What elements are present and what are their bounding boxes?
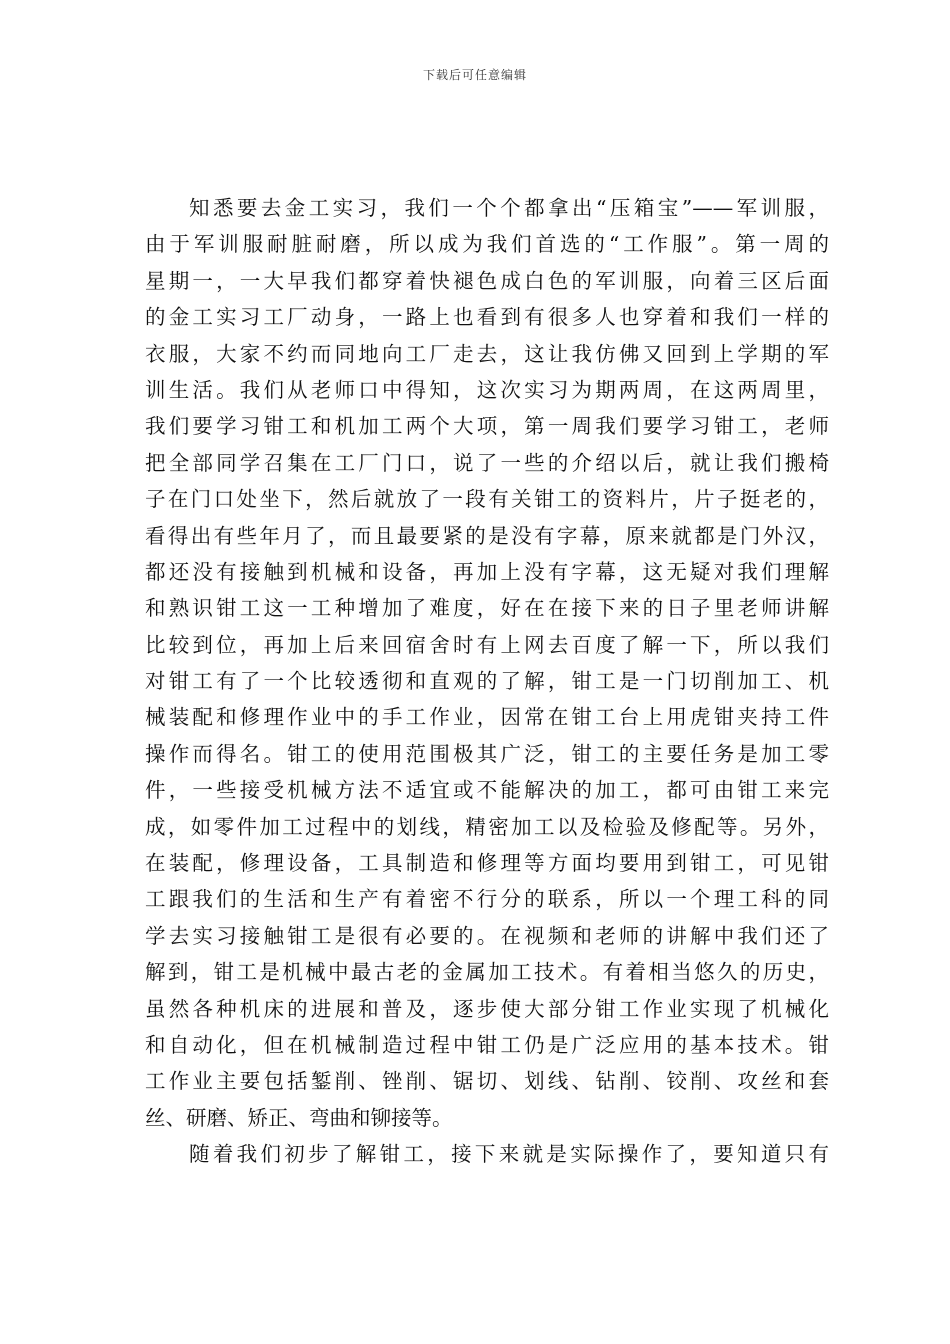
- paragraph-1-line: 学去实习接触钳工是很有必要的。在视频和老师的讲解中我们还了: [145, 923, 829, 948]
- paragraph-1-line: 由于军训服耐脏耐磨，所以成为我们首选的“工作服”。第一周的: [145, 232, 829, 257]
- paragraph-1-line: 对钳工有了一个比较透彻和直观的了解，钳工是一门切削加工、机: [145, 669, 829, 694]
- body-text: [145, 190, 829, 1173]
- paragraph-1-line: 比较到位，再加上后来回宿舍时有上网去百度了解一下，所以我们: [145, 632, 829, 657]
- paragraph-1-line: 和熟识钳工这一工种增加了难度，好在在接下来的日子里老师讲解: [145, 596, 829, 621]
- paragraph-1-line: 我们要学习钳工和机加工两个大项，第一周我们要学习钳工，老师: [145, 414, 829, 439]
- paragraph-1-line: 都还没有接触到机械和设备，再加上没有字幕，这无疑对我们理解: [145, 559, 829, 584]
- paragraph-1-line: 的金工实习工厂动身，一路上也看到有很多人也穿着和我们一样的: [145, 305, 829, 330]
- paragraph-1-line: 丝、研磨、矫正、弯曲和铆接等。: [145, 1105, 453, 1130]
- paragraph-2-line: 随着我们初步了解钳工，接下来就是实际操作了，要知道只有: [189, 1142, 829, 1167]
- paragraph-1-line: 解到，钳工是机械中最古老的金属加工技术。有着相当悠久的历史，: [145, 960, 829, 985]
- paragraph-1-line: 星期一，一大早我们都穿着快褪色成白色的军训服，向着三区后面: [145, 268, 829, 293]
- paragraph-1-line: 成，如零件加工过程中的划线，精密加工以及检验及修配等。另外，: [145, 814, 829, 839]
- paragraph-1-line: 看得出有些年月了，而且最要紧的是没有字幕，原来就都是门外汉，: [145, 523, 829, 548]
- paragraph-1-line: 虽然各种机床的进展和普及，逐步使大部分钳工作业实现了机械化: [145, 996, 829, 1021]
- paragraph-1-line: 把全部同学召集在工厂门口，说了一些的介绍以后，就让我们搬椅: [145, 450, 829, 475]
- paragraph-1-line: 工作业主要包括錾削、锉削、锯切、划线、钻削、铰削、攻丝和套: [145, 1069, 829, 1094]
- paragraph-1-line: 衣服，大家不约而同地向工厂走去，这让我仿佛又回到上学期的军: [145, 341, 829, 366]
- paragraph-1-line: 知悉要去金工实习，我们一个个都拿出“压箱宝”——军训服，: [189, 196, 829, 220]
- paragraph-1-line: 和自动化，但在机械制造过程中钳工仍是广泛应用的基本技术。钳: [145, 1032, 829, 1057]
- paragraph-1-line: 子在门口处坐下，然后就放了一段有关钳工的资料片，片子挺老的，: [145, 487, 829, 512]
- page-header-note: 下载后可任意编辑: [422, 68, 527, 82]
- paragraph-1-line: 操作而得名。钳工的使用范围极其广泛，钳工的主要任务是加工零: [145, 741, 829, 766]
- paragraph-1-line: 械装配和修理作业中的手工作业，因常在钳工台上用虎钳夹持工件: [145, 705, 829, 730]
- paragraph-1-line: 在装配，修理设备，工具制造和修理等方面均要用到钳工，可见钳: [145, 851, 829, 876]
- paragraph-1-line: 件，一些接受机械方法不适宜或不能解决的加工，都可由钳工来完: [145, 778, 829, 803]
- paragraph-1-line: 训生活。我们从老师口中得知，这次实习为期两周，在这两周里，: [145, 377, 829, 402]
- paragraph-1-line: 工跟我们的生活和生产有着密不行分的联系，所以一个理工科的同: [145, 887, 829, 912]
